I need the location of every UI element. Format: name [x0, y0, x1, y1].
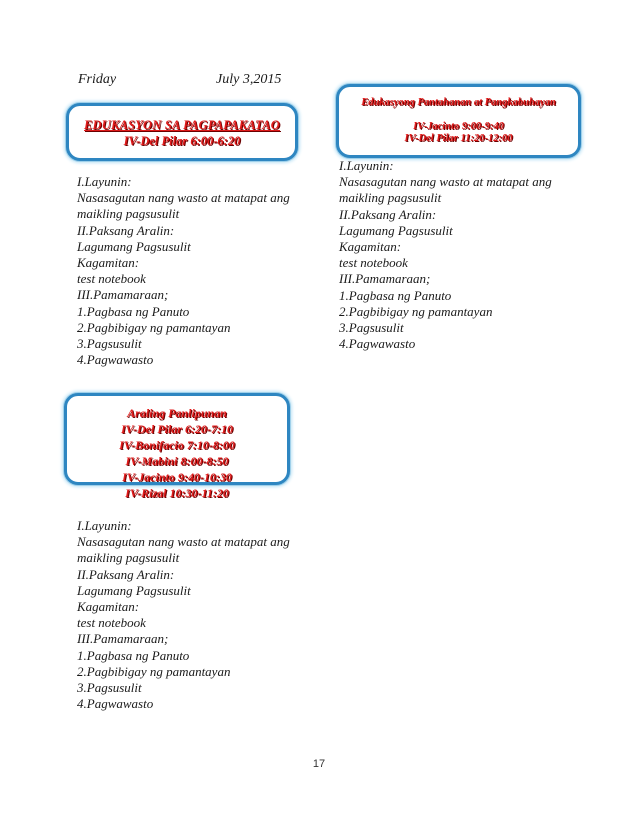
lesson-line: 4.Pagwawasto: [77, 696, 154, 712]
lesson-line: Kagamitan:: [77, 255, 140, 271]
lesson-line: II.Paksang Aralin:: [339, 206, 437, 222]
subject-box-epp: [336, 84, 581, 158]
lesson-line: I.Layunin:: [77, 518, 132, 533]
subject-box-esp: [66, 103, 298, 161]
schedule-line: IV-Del Pilar 6:00-6:20: [123, 134, 241, 148]
lesson-line: Kagamitan:: [77, 599, 140, 615]
lesson-line: 1.Pagbasa ng Panuto: [339, 287, 452, 303]
subject-box-ap: [64, 393, 290, 500]
lesson-line: I.Layunin:: [77, 174, 132, 189]
subject-title: EDUKASYON SA PAGPAPAKATAO: [83, 118, 280, 132]
subject-title: Edukasyong Pantahanan at Pangkabuhayan: [361, 97, 556, 108]
lesson-line: III.Pamamaraan;: [339, 271, 431, 287]
day-label: Friday: [78, 72, 117, 87]
lesson-line: 2.Pagbibigay ng pamantayan: [339, 303, 493, 319]
lesson-line: Nasasagutan nang wasto at matapat ang: [339, 174, 552, 190]
schedule-line: IV-Mabini 8:00-8:50: [125, 454, 229, 468]
lesson-line: 3.Pagsusulit: [77, 336, 142, 352]
lesson-plan-ap: [77, 518, 290, 712]
lesson-line: 1.Pagbasa ng Panuto: [77, 647, 190, 663]
schedule-line: IV-Bonifacio 7:10-8:00: [119, 438, 235, 452]
schedule-line: IV-Del Pilar 6:20-7:10: [121, 422, 233, 436]
lesson-line: test notebook: [77, 615, 146, 631]
subject-title: Araling Panlipunan: [127, 406, 227, 420]
lesson-line: maikling pagsusulit: [77, 550, 180, 566]
lesson-line: Nasasagutan nang wasto at matapat ang: [77, 534, 290, 550]
lesson-line: Lagumang Pagsusulit: [77, 238, 191, 254]
lesson-line: II.Paksang Aralin:: [77, 222, 175, 238]
page-number: 17: [312, 758, 326, 770]
lesson-line: 2.Pagbibigay ng pamantayan: [77, 319, 231, 335]
schedule-line: IV-Del Pilar 11:20-12:00: [404, 133, 513, 144]
lesson-line: I.Layunin:: [339, 158, 394, 173]
lesson-line: test notebook: [77, 271, 146, 287]
schedule-line: IV-Rizal 10:30-11:20: [125, 486, 229, 500]
lesson-plan-esp: [77, 174, 290, 368]
lesson-line: test notebook: [339, 255, 408, 271]
lesson-line: 4.Pagwawasto: [77, 352, 154, 368]
lesson-line: 4.Pagwawasto: [339, 336, 416, 352]
schedule-line: IV-Jacinto 9:00-9:40: [413, 121, 504, 132]
lesson-line: III.Pamamaraan;: [77, 287, 169, 303]
schedule-line: IV-Jacinto 9:40-10:30: [122, 470, 232, 484]
lesson-line: 2.Pagbibigay ng pamantayan: [77, 663, 231, 679]
lesson-line: Kagamitan:: [339, 239, 402, 255]
lesson-line: III.Pamamaraan;: [77, 631, 169, 647]
lesson-line: II.Paksang Aralin:: [77, 566, 175, 582]
lesson-line: maikling pagsusulit: [77, 206, 180, 222]
lesson-line: 3.Pagsusulit: [339, 320, 404, 336]
lesson-line: 3.Pagsusulit: [77, 680, 142, 696]
lesson-line: maikling pagsusulit: [339, 190, 442, 206]
date-label: July 3,2015: [216, 72, 282, 87]
lesson-plan-epp: [339, 158, 552, 352]
lesson-line: 1.Pagbasa ng Panuto: [77, 303, 190, 319]
lesson-line: Nasasagutan nang wasto at matapat ang: [77, 190, 290, 206]
lesson-line: Lagumang Pagsusulit: [339, 222, 453, 238]
lesson-line: Lagumang Pagsusulit: [77, 582, 191, 598]
